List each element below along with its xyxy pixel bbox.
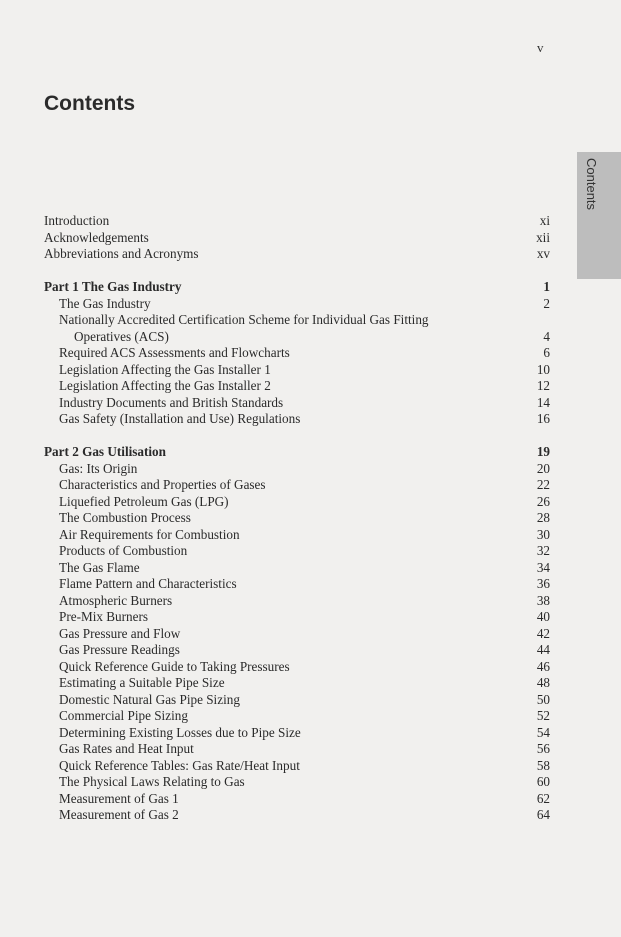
part-1-section [44,279,550,428]
toc-entry-title: Measurement of Gas 1 [59,790,179,806]
toc-entry-page: 32 [536,543,550,558]
toc-entry-page: xii [536,229,550,245]
toc-entry[interactable] [44,378,550,395]
toc-entry-page: 10 [536,361,550,377]
toc-entry-page: 12 [536,378,550,393]
toc-entry-title: Measurement of Gas 2 [59,807,179,822]
toc-entry-page: 26 [536,493,550,509]
toc-entry[interactable] [44,692,550,709]
toc-entry-page: 42 [536,625,550,641]
toc-entry[interactable] [44,741,550,758]
toc-entry-page: 30 [536,526,550,542]
toc-entry[interactable] [44,774,550,791]
toc-entry-page: 64 [536,807,550,822]
toc-entry-title-line-1: Nationally Accredited Certification Scheme for Individual Gas Fitting [59,312,429,327]
toc-entry-title: Air Requirements for Combustion [59,526,240,542]
toc-entry[interactable] [44,246,550,263]
toc-entry-page: 2 [543,295,550,311]
toc-entry-title: The Gas Flame [59,559,140,575]
toc-entry-title: Characteristics and Properties of Gases [59,477,266,492]
toc-entry[interactable] [44,296,550,313]
toc-entry[interactable] [44,461,550,478]
part-heading[interactable] [44,279,550,296]
front-matter-list [44,213,550,263]
toc-entry-page: 62 [536,790,550,806]
toc-entry[interactable] [44,543,550,560]
table-of-contents [44,213,550,824]
part-page: 1 [543,279,550,294]
toc-entry-title: The Physical Laws Relating to Gas [59,774,245,789]
toc-entry-title: Flame Pattern and Characteristics [59,576,237,591]
toc-entry[interactable] [44,593,550,610]
toc-entry-page: 36 [536,576,550,591]
toc-entry-page: 48 [536,675,550,690]
toc-entry[interactable] [44,560,550,577]
toc-entry-page: 28 [536,510,550,525]
toc-entry-page: 4 [543,328,550,344]
toc-entry-title: Estimating a Suitable Pipe Size [59,675,225,690]
toc-entry[interactable] [44,758,550,775]
side-tab [577,152,621,279]
toc-entry[interactable] [44,642,550,659]
page-number: v [537,40,544,55]
toc-entry[interactable] [44,510,550,527]
toc-entry[interactable] [44,675,550,692]
toc-entry-title: Quick Reference Tables: Gas Rate/Heat Input [59,757,300,773]
toc-entry-title: Gas Pressure and Flow [59,625,181,641]
toc-entry-page: 40 [536,609,550,624]
page-title: Contents [44,92,135,115]
toc-entry[interactable] [44,411,550,428]
toc-entry-title: Legislation Affecting the Gas Installer 1 [59,361,271,377]
toc-entry-page: 38 [536,592,550,608]
toc-entry-page: 50 [536,691,550,707]
toc-entry-title: The Combustion Process [59,510,191,525]
toc-entry-title: Industry Documents and British Standards [59,394,284,410]
toc-entry-page: 44 [536,642,550,657]
toc-entry-title: Commercial Pipe Sizing [59,708,188,723]
toc-entry-title: Domestic Natural Gas Pipe Sizing [59,691,240,707]
toc-entry-page: 22 [536,477,550,492]
toc-entry-title: Pre-Mix Burners [59,609,149,624]
toc-entry-page: 14 [536,394,550,410]
toc-entry-title: Abbreviations and Acronyms [44,246,199,261]
toc-entry[interactable] [44,230,550,247]
toc-entry-title: Legislation Affecting the Gas Installer 2 [59,378,271,393]
toc-entry-title: Gas Pressure Readings [59,642,180,657]
toc-entry-title: Gas: Its Origin [59,460,138,476]
toc-entry-page: 20 [536,460,550,476]
toc-entry-page: 6 [543,345,550,360]
toc-entry-page: 16 [536,411,550,426]
toc-entry-page: 56 [536,741,550,756]
toc-entry[interactable] [44,312,550,345]
toc-entry-page: 54 [536,724,550,740]
side-tab-label: Contents [584,158,599,211]
toc-entry-title: Gas Rates and Heat Input [59,741,194,756]
part-page: 19 [536,444,550,459]
toc-entry-title: Atmospheric Burners [59,592,173,608]
toc-entry[interactable] [44,477,550,494]
toc-entry[interactable] [44,395,550,412]
part-heading[interactable] [44,444,550,461]
toc-entry[interactable] [44,626,550,643]
toc-entry-page: 52 [536,708,550,723]
toc-entry-title: Quick Reference Guide to Taking Pressures [59,658,290,674]
toc-entry-title: Liquefied Petroleum Gas (LPG) [59,493,229,509]
toc-entry[interactable] [44,345,550,362]
toc-entry-title: Acknowledgements [44,229,149,245]
toc-entry[interactable] [44,527,550,544]
toc-entry[interactable] [44,725,550,742]
toc-entry-title: Products of Combustion [59,543,188,558]
toc-entry[interactable] [44,659,550,676]
toc-entry[interactable] [44,494,550,511]
toc-entry[interactable] [44,609,550,626]
toc-entry-title [44,312,429,345]
toc-entry[interactable] [44,362,550,379]
toc-entry-page: xv [536,246,550,261]
toc-entry[interactable] [44,791,550,808]
toc-entry-page: 34 [536,559,550,575]
toc-entry[interactable] [44,807,550,824]
toc-entry-title: Determining Existing Losses due to Pipe Size [59,724,301,740]
toc-entry-title: The Gas Industry [59,295,151,311]
part-2-section [44,444,550,824]
toc-entry[interactable] [44,576,550,593]
toc-entry-page: 46 [536,658,550,674]
toc-entry-title: Required ACS Assessments and Flowcharts [59,345,290,360]
toc-entry-page: 58 [536,757,550,773]
toc-entry-page: xi [539,213,550,228]
part-title: Part 1 The Gas Industry [44,279,182,294]
toc-entry[interactable] [44,708,550,725]
toc-entry-page: 60 [536,774,550,789]
toc-entry[interactable] [44,213,550,230]
toc-entry-title: Introduction [44,213,110,228]
toc-entry-title: Gas Safety (Installation and Use) Regulations [59,411,301,426]
part-title: Part 2 Gas Utilisation [44,444,166,459]
toc-entry-title-line-2: Operatives (ACS) [74,328,169,344]
